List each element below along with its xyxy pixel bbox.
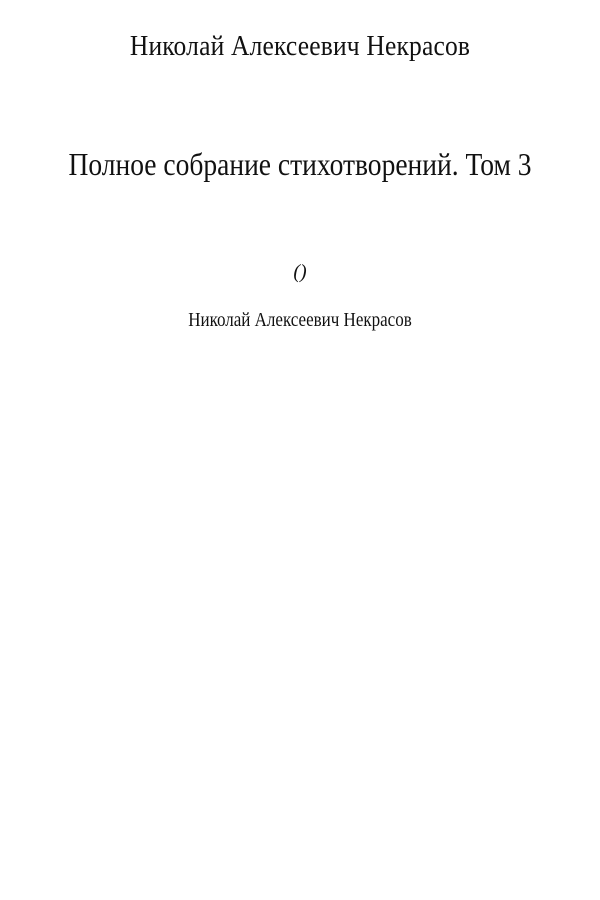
book-title: Полное собрание стихотворений. Том 3 [68,146,532,182]
empty-parenthetical: () [293,261,307,283]
author-byline: Николай Алексеевич Некрасов [188,309,412,331]
author-heading: Николай Алексеевич Некрасов [129,30,471,62]
